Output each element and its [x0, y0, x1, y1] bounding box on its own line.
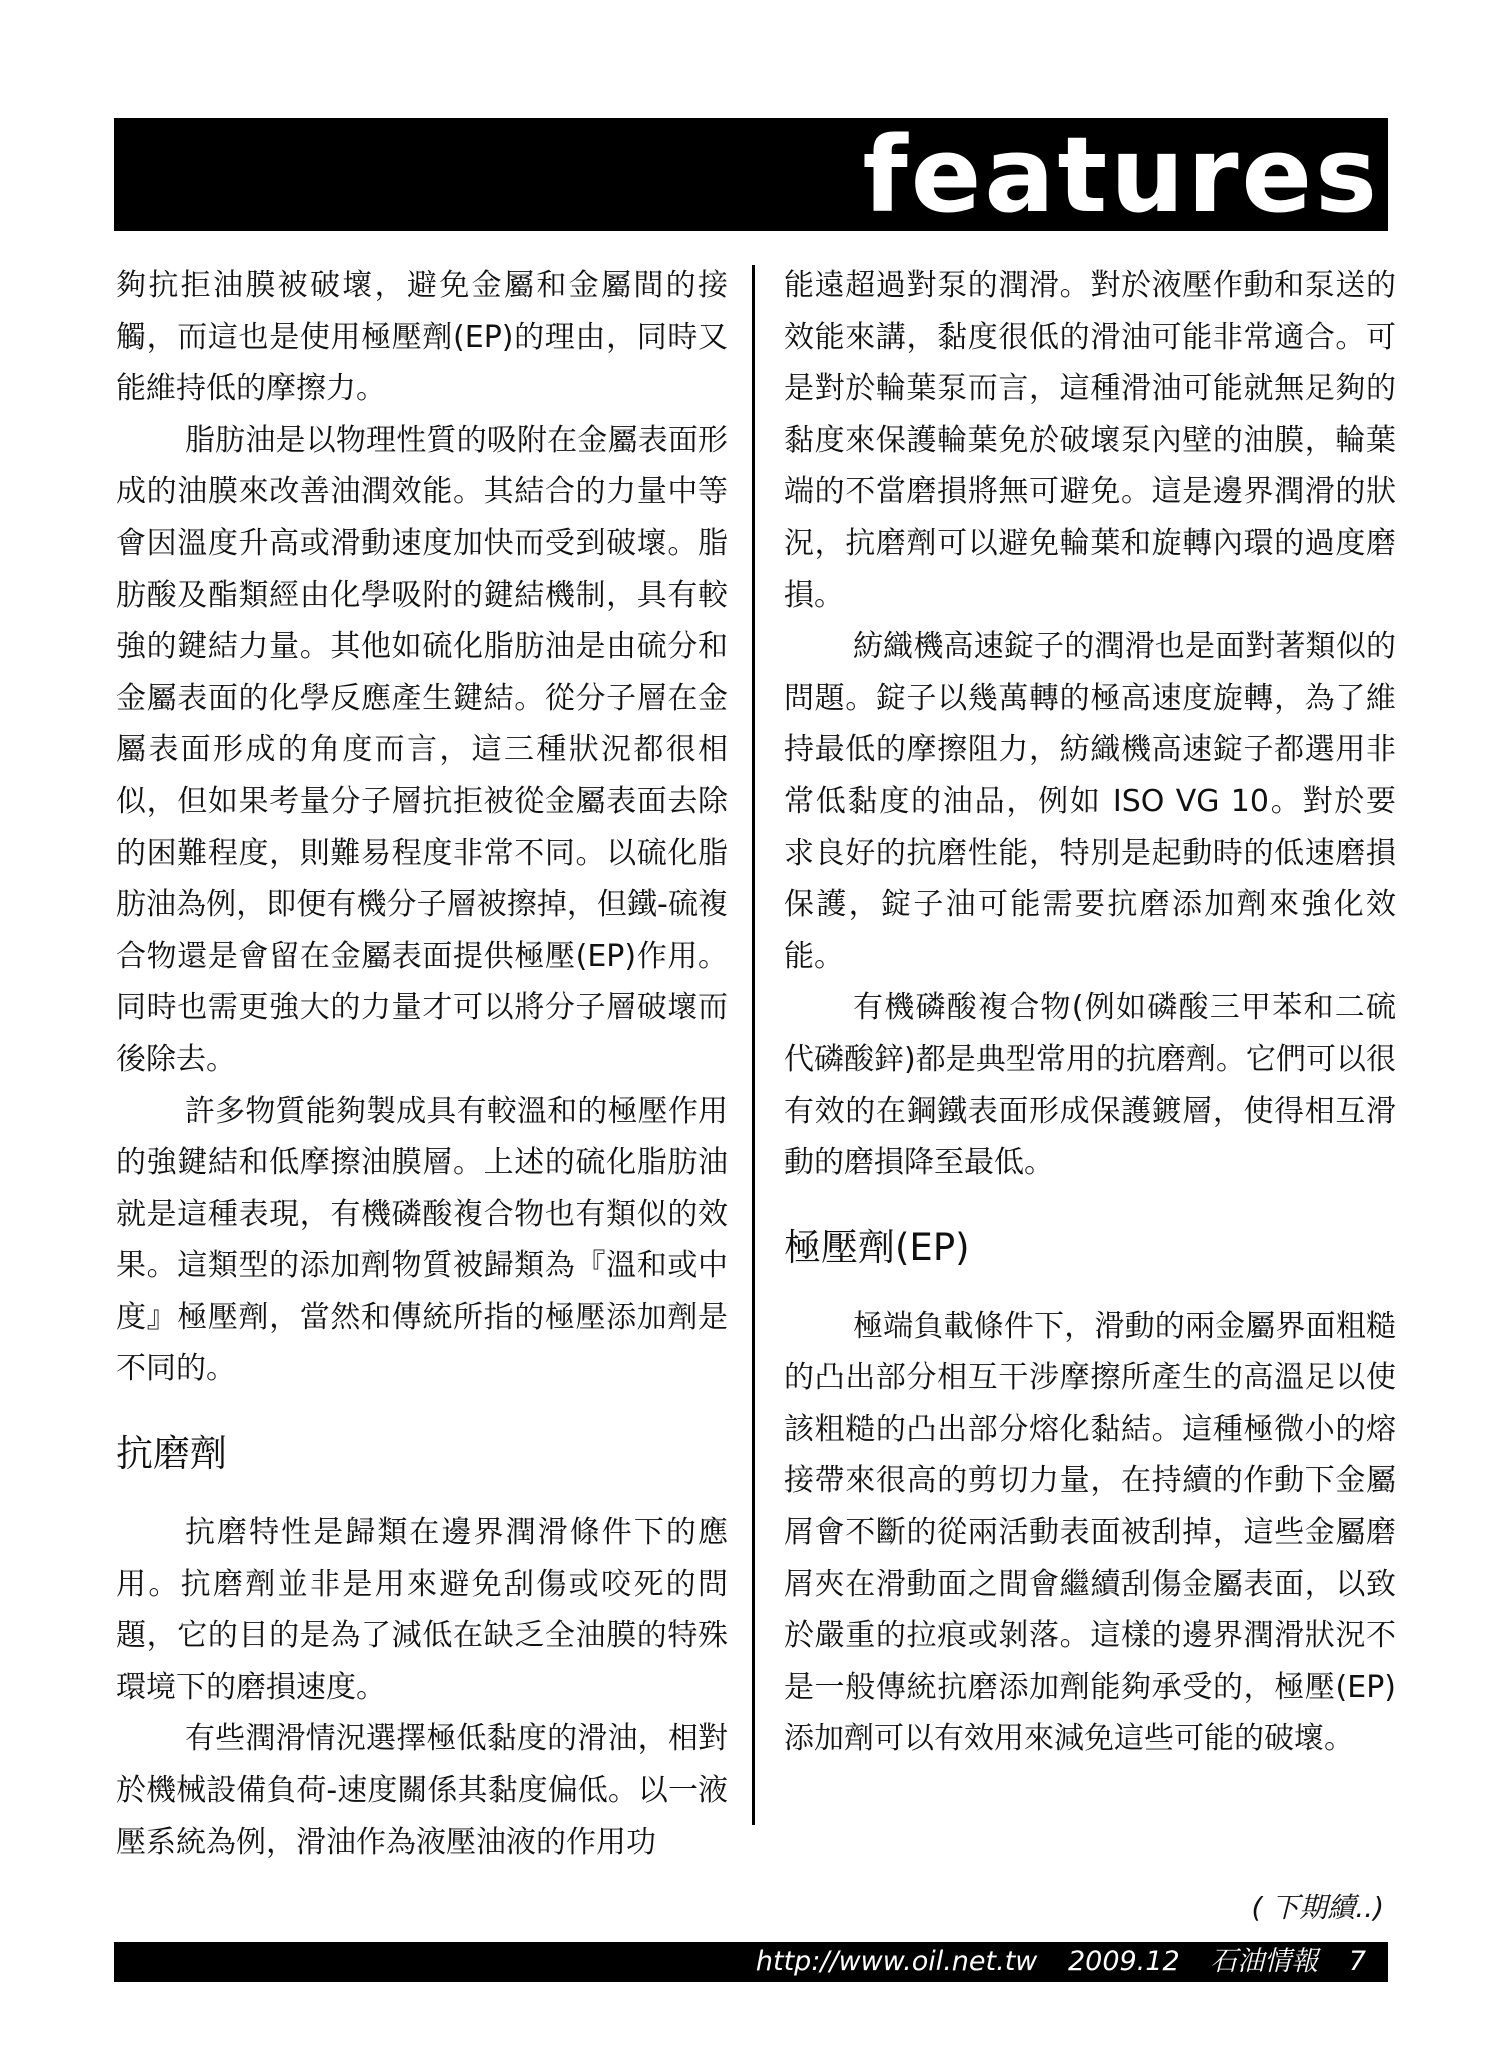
paragraph: 紡織機高速錠子的潤滑也是面對著類似的問題。錠子以幾萬轉的極高速度旋轉，為了維持最低的摩擦阻力，紡織機高速錠子都選用非常低黏度的油品，例如 ISO VG 10。對於要求良好的抗磨性能，特別是起動時的低速磨損保護，錠子油可能需要抗磨添加劑來強化效能。 [784, 629, 1396, 974]
column-divider [752, 265, 755, 1825]
right-column [784, 260, 1396, 1765]
paragraph: 抗磨特性是歸類在邊界潤滑條件下的應用。抗磨劑並非是用來避免刮傷或咬死的問題，它的目的是為了減低在缺乏全油膜的特殊環境下的磨損速度。 [116, 1515, 728, 1705]
paragraph: 有些潤滑情況選擇極低黏度的滑油，相對於機械設備負荷-速度關係其黏度偏低。以一液壓系統為例，滑油作為液壓油液的作用功 [116, 1721, 728, 1860]
paragraph: 夠抗拒油膜被破壞，避免金屬和金屬間的接觸，而這也是使用極壓劑(EP)的理由，同時又能維持低的摩擦力。 [116, 268, 728, 407]
paragraph: 脂肪油是以物理性質的吸附在金屬表面形成的油膜來改善油潤效能。其結合的力量中等會因溫度升高或滑動速度加快而受到破壞。脂肪酸及酯類經由化學吸附的鍵結機制，具有較強的鍵結力量。其他如硫化脂肪油是由硫分和金屬表面的化學反應產生鍵結。從分子層在金屬表面形成的角度而言，這三種狀況都很相似，但如果考量分子層抗拒被從金屬表面去除的困難程度，則難易程度非常不同。以硫化脂肪油為例，即便有機分子層被擦掉，但鐵-硫複合物還是會留在金屬表面提供極壓(EP)作用。同時也需更強大的力量才可以將分子層破壞而後除去。 [116, 422, 728, 1077]
footer-bar [114, 1942, 1388, 1982]
section-banner [114, 114, 1388, 236]
section-heading-ep: 極壓劑(EP) [784, 1225, 970, 1269]
continued-note: ( 下期續..) [1251, 1891, 1384, 1924]
paragraph: 有機磷酸複合物(例如磷酸三甲苯和二硫代磷酸鋅)都是典型常用的抗磨劑。它們可以很有效的在鋼鐵表面形成保護鍍層，使得相互滑動的磨損降至最低。 [784, 990, 1396, 1181]
footer-issue: 2009.12 [1067, 1946, 1180, 1977]
section-heading-antiwear: 抗磨劑 [116, 1432, 227, 1476]
left-column [116, 260, 728, 1868]
paragraph: 能遠超過對泵的潤滑。對於液壓作動和泵送的效能來講，黏度很低的滑油可能非常適合。可是對於輪葉泵而言，這種滑油可能就無足夠的黏度來保護輪葉免於破壞泵內壁的油膜，輪葉端的不當磨損將無可避免。這是邊界潤滑的狀況，抗磨劑可以避免輪葉和旋轉內環的過度磨損。 [784, 268, 1396, 613]
paragraph: 極端負載條件下，滑動的兩金屬界面粗糙的凸出部分相互干涉摩擦所產生的高溫足以使該粗糙的凸出部分熔化黏結。這種極微小的熔接帶來很高的剪切力量，在持續的作動下金屬屑會不斷的從兩活動表面被刮掉，這些金屬磨屑夾在滑動面之間會繼續刮傷金屬表面，以致於嚴重的拉痕或剝落。這樣的邊界潤滑狀況不是一般傳統抗磨添加劑能夠承受的，極壓(EP)添加劑可以有效用來減免這些可能的破壞。 [784, 1308, 1396, 1757]
footer-publication: 石油情報 [1210, 1946, 1319, 1977]
page-number: 7 [1348, 1946, 1366, 1977]
paragraph: 許多物質能夠製成具有較溫和的極壓作用的強鍵結和低摩擦油膜層。上述的硫化脂肪油就是這種表現，有機磷酸複合物也有類似的效果。這類型的添加劑物質被歸類為『溫和或中度』極壓劑，當然和傳統所指的極壓添加劑是不同的。 [116, 1093, 728, 1387]
footer-url: http://www.oil.net.tw [755, 1946, 1038, 1977]
section-title: features [862, 114, 1380, 236]
footer-text [756, 1942, 1366, 1982]
